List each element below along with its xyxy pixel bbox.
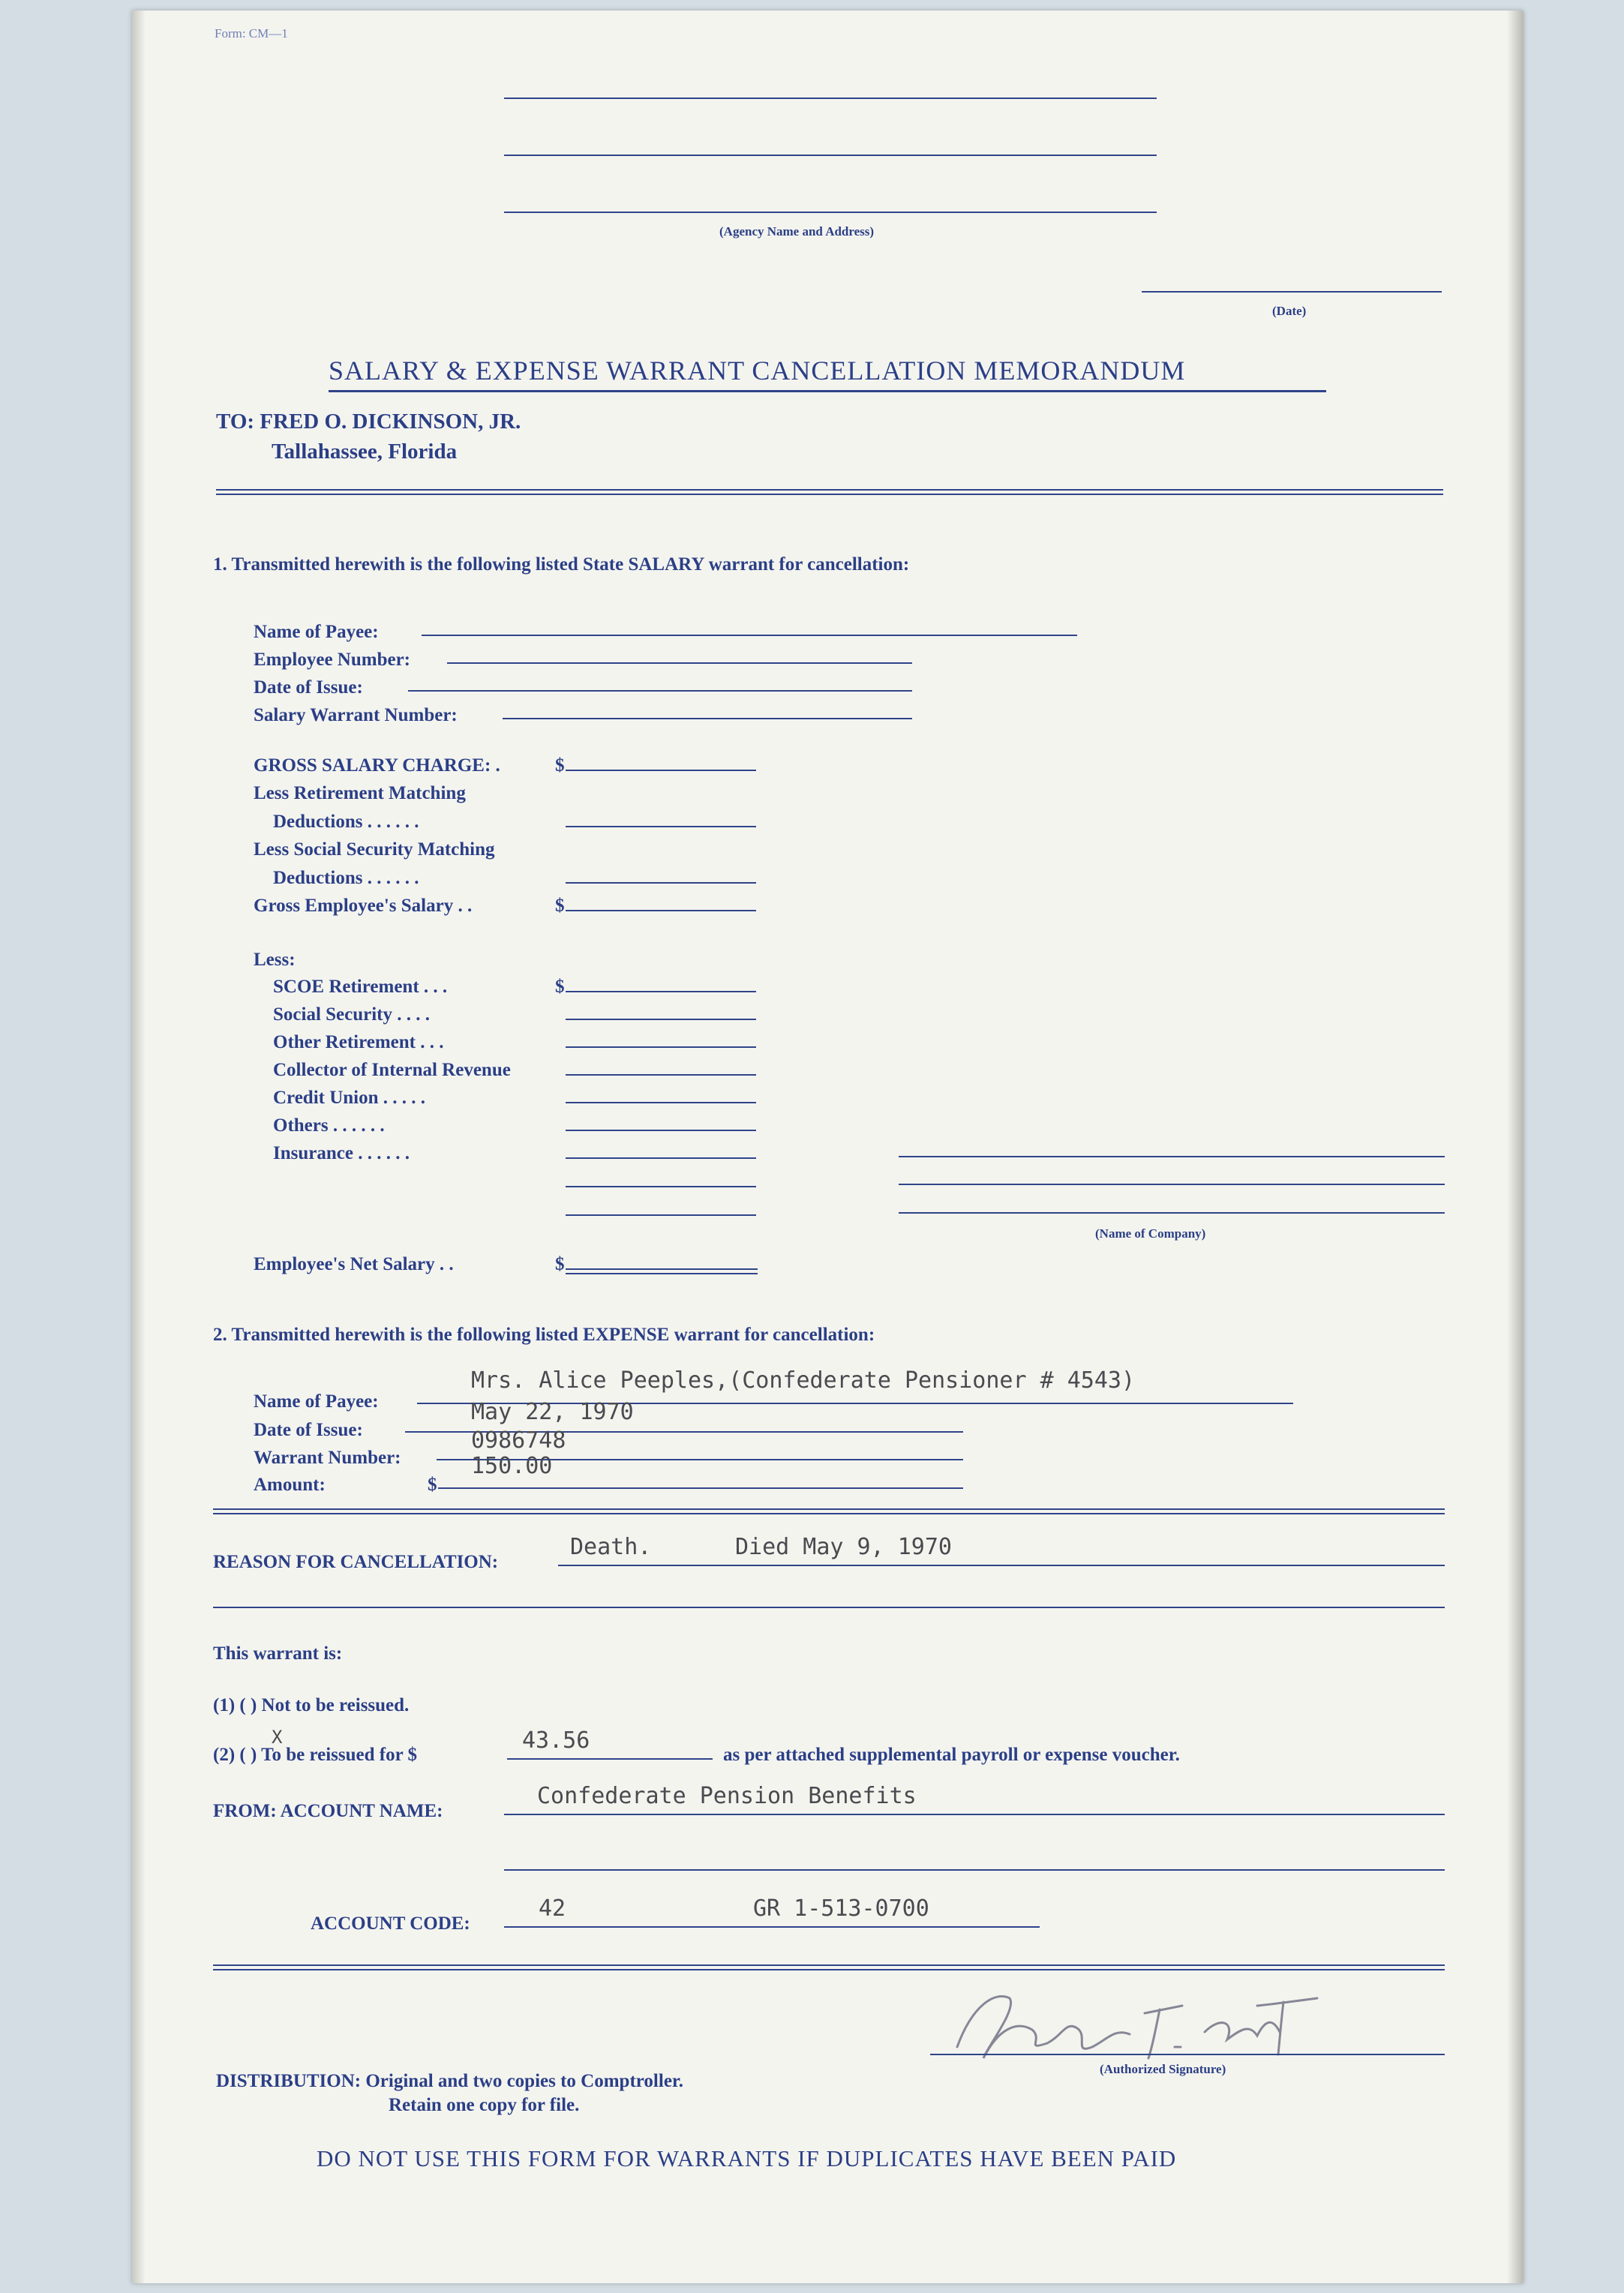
insurance-field-1[interactable] (566, 1157, 756, 1159)
others-label: Others . . . . . . (273, 1115, 385, 1136)
s2-amount-field[interactable] (438, 1487, 963, 1489)
retirement-deductions-label: Deductions . . . . . . (273, 812, 419, 832)
account-code-value-2: GR 1-513-0700 (753, 1895, 929, 1922)
scoe-retirement-field[interactable] (566, 991, 756, 992)
option-reissued-label[interactable]: (2) ( ) To be reissued for $ (213, 1745, 417, 1765)
gross-salary-charge-field[interactable] (566, 770, 756, 771)
agency-line-3 (504, 212, 1157, 213)
s2-name-of-payee-label: Name of Payee: (254, 1391, 379, 1412)
reissue-amount-value: 43.56 (522, 1727, 590, 1754)
to-line-2: Tallahassee, Florida (272, 440, 458, 464)
form-paper (132, 11, 1523, 2283)
company-line-2[interactable] (899, 1184, 1445, 1185)
reason-field-1[interactable] (558, 1565, 1445, 1566)
retirement-deductions-field[interactable] (566, 826, 756, 827)
date-line (1142, 291, 1442, 293)
distribution-line-1: DISTRIBUTION: Original and two copies to Comptroller. (216, 2071, 683, 2091)
option-not-reissued[interactable]: (1) ( ) Not to be reissued. (213, 1695, 410, 1715)
social-security-deductions-field[interactable] (566, 882, 756, 884)
section1-heading: 1. Transmitted herewith is the following listed State SALARY warrant for cancellation: (213, 554, 910, 575)
s1-salary-warrant-number-field[interactable] (503, 718, 912, 719)
s2-amount-value: 150.00 (471, 1453, 553, 1479)
title-underline (329, 390, 1326, 392)
credit-union-field[interactable] (566, 1102, 756, 1103)
s1-date-of-issue-field[interactable] (408, 690, 912, 692)
to-line-1: TO: FRED O. DICKINSON, JR. (216, 410, 521, 434)
s2-date-of-issue-label: Date of Issue: (254, 1420, 363, 1440)
net-salary-label: Employee's Net Salary . . (254, 1254, 454, 1274)
other-retirement-field[interactable] (566, 1046, 756, 1048)
gross-employee-salary-dollar: $ (555, 896, 565, 916)
this-warrant-is-label: This warrant is: (213, 1643, 343, 1664)
collector-label: Collector of Internal Revenue (273, 1060, 511, 1080)
signature-line[interactable] (930, 2054, 1445, 2055)
net-salary-field[interactable] (566, 1268, 758, 1274)
insurance-field-3[interactable] (566, 1214, 756, 1216)
date-caption: (Date) (1272, 304, 1307, 318)
account-code-label: ACCOUNT CODE: (311, 1913, 470, 1934)
reissue-amount-field[interactable] (507, 1758, 713, 1760)
s2-amount-dollar: $ (428, 1475, 437, 1495)
account-name-field-1[interactable] (504, 1814, 1445, 1815)
s2-warrant-number-label: Warrant Number: (254, 1448, 401, 1468)
form-code: Form: CM—1 (215, 26, 288, 41)
account-name-field-2[interactable] (504, 1869, 1445, 1871)
social-security-field[interactable] (566, 1019, 756, 1020)
reason-value-2: Died May 9, 1970 (735, 1534, 952, 1560)
s1-date-of-issue-label: Date of Issue: (254, 677, 363, 698)
footer-warning: DO NOT USE THIS FORM FOR WARRANTS IF DUPLICATES HAVE BEEN PAID (317, 2145, 1177, 2171)
net-salary-dollar: $ (555, 1254, 565, 1274)
s2-warrant-value: 0986748 (471, 1427, 566, 1454)
page-title: SALARY & EXPENSE WARRANT CANCELLATION MEMORANDUM (329, 356, 1186, 386)
scoe-retirement-dollar: $ (555, 977, 565, 997)
distribution-line-2: Retain one copy for file. (389, 2095, 580, 2115)
s2-payee-value: Mrs. Alice Peeples,(Confederate Pensioner # 4543) (471, 1367, 1136, 1394)
agency-caption: (Agency Name and Address) (719, 224, 875, 239)
gross-employee-salary-label: Gross Employee's Salary . . (254, 896, 473, 916)
s2-date-value: May 22, 1970 (471, 1399, 634, 1425)
gross-employee-salary-field[interactable] (566, 910, 756, 911)
account-name-value: Confederate Pension Benefits (537, 1783, 917, 1809)
account-divider (213, 1964, 1445, 1970)
social-security-label: Social Security . . . . (273, 1004, 431, 1025)
agency-line-1 (504, 98, 1157, 99)
from-account-name-label: FROM: ACCOUNT NAME: (213, 1801, 443, 1821)
s2-amount-label: Amount: (254, 1475, 326, 1495)
reason-field-2[interactable] (213, 1607, 1445, 1608)
s1-name-of-payee-field[interactable] (422, 635, 1077, 636)
s1-employee-number-field[interactable] (447, 662, 912, 664)
s1-salary-warrant-number-label: Salary Warrant Number: (254, 705, 458, 725)
insurance-label: Insurance . . . . . . (273, 1143, 410, 1163)
option2-suffix: as per attached supplemental payroll or expense voucher. (723, 1745, 1180, 1765)
reason-value-1: Death. (570, 1534, 652, 1560)
gross-salary-charge-dollar: $ (555, 755, 565, 776)
other-retirement-label: Other Retirement . . . (273, 1032, 444, 1052)
option2-checkmark: X (272, 1727, 283, 1748)
authorized-signature-caption: (Authorized Signature) (1100, 2062, 1226, 2076)
section2-divider (213, 1508, 1445, 1514)
others-field[interactable] (566, 1130, 756, 1131)
gross-salary-charge-label: GROSS SALARY CHARGE: . (254, 755, 500, 776)
s1-name-of-payee-label: Name of Payee: (254, 622, 379, 642)
authorized-signature-scrawl (942, 1976, 1332, 2076)
header-divider (216, 489, 1443, 495)
credit-union-label: Credit Union . . . . . (273, 1088, 426, 1108)
less-retirement-matching-label: Less Retirement Matching (254, 783, 466, 803)
insurance-field-2[interactable] (566, 1186, 756, 1187)
account-code-field[interactable] (504, 1926, 1040, 1928)
company-line-3[interactable] (899, 1212, 1445, 1214)
s1-employee-number-label: Employee Number: (254, 650, 410, 670)
less-social-security-matching-label: Less Social Security Matching (254, 839, 495, 860)
less-label: Less: (254, 950, 296, 970)
collector-field[interactable] (566, 1074, 756, 1076)
agency-line-2 (504, 155, 1157, 156)
account-code-value-1: 42 (539, 1895, 566, 1922)
scoe-retirement-label: SCOE Retirement . . . (273, 977, 448, 997)
social-security-deductions-label: Deductions . . . . . . (273, 868, 419, 888)
company-caption: (Name of Company) (1095, 1226, 1206, 1241)
section2-heading: 2. Transmitted herewith is the following listed EXPENSE warrant for cancellation: (213, 1325, 875, 1345)
reason-label: REASON FOR CANCELLATION: (213, 1552, 499, 1572)
company-line-1[interactable] (899, 1156, 1445, 1157)
